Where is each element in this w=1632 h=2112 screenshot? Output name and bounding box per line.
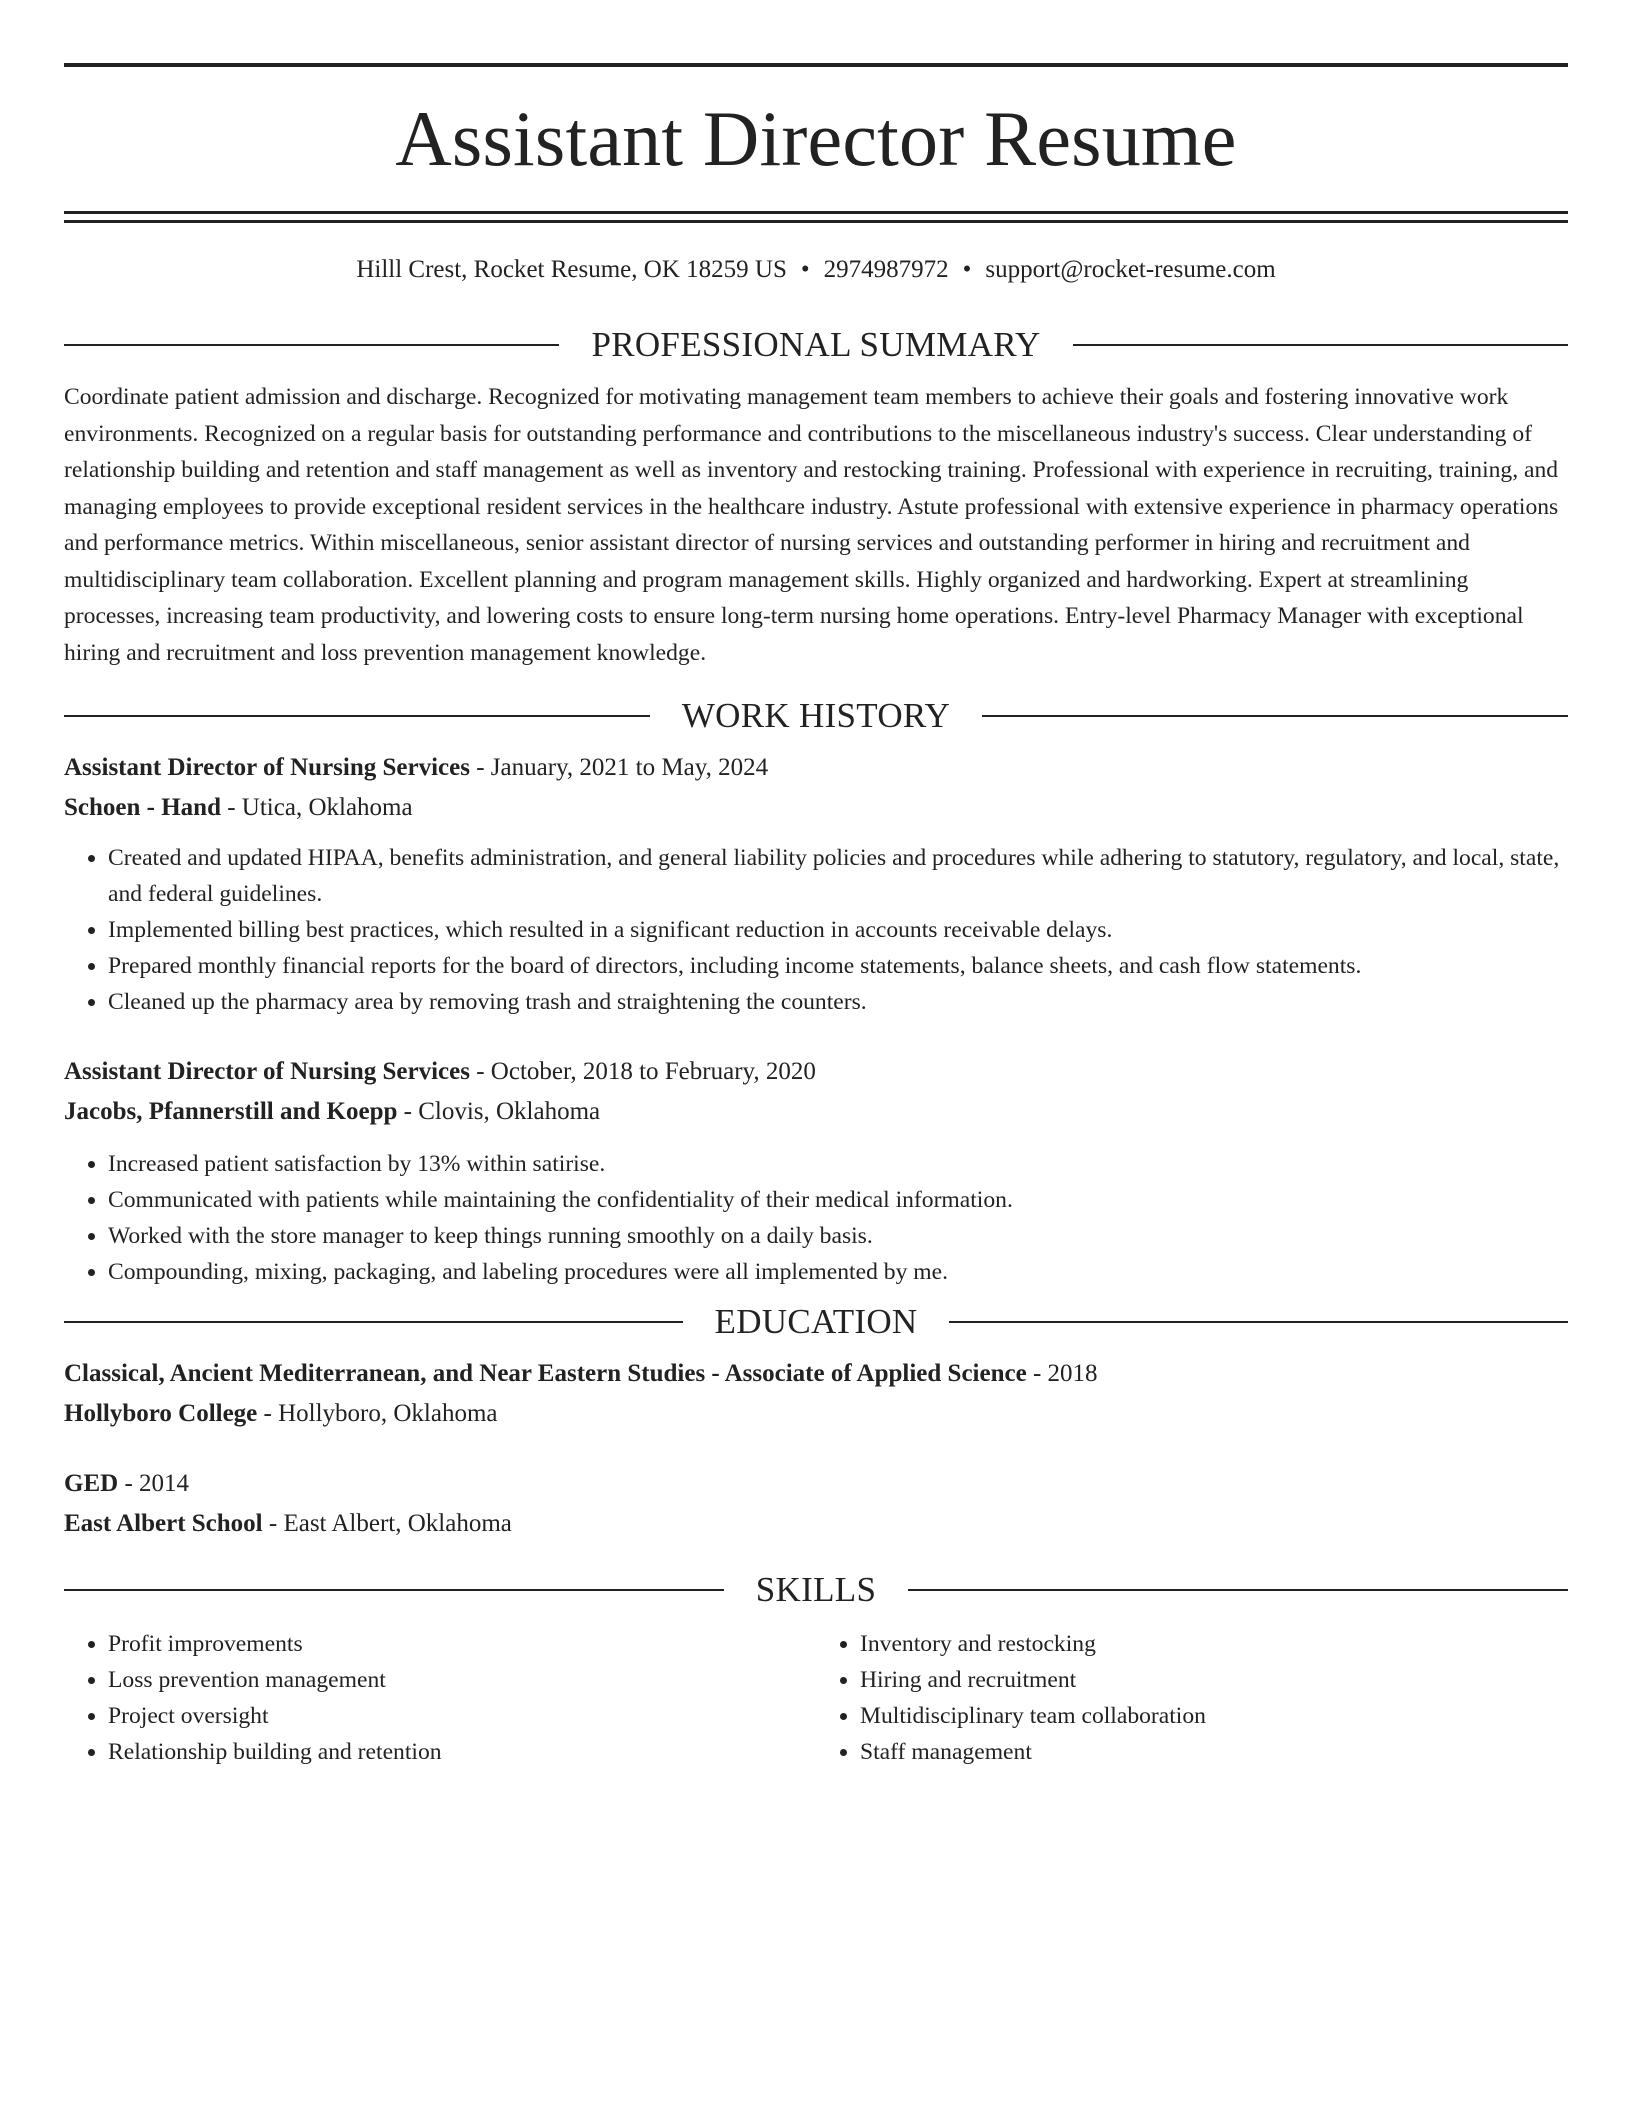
job-title-line (64, 1052, 1568, 1092)
work-history-heading-text: WORK HISTORY (681, 696, 951, 735)
job-location: - Clovis, Oklahoma (397, 1098, 601, 1125)
skill-item: • Inventory and restocking (860, 1626, 1568, 1662)
contact-phone: 2974987972 (823, 256, 949, 283)
heading-rule-right (908, 1589, 1568, 1591)
job-company: Jacobs, Pfannerstill and Koepp (64, 1098, 398, 1125)
job-title-line (64, 748, 1568, 788)
heading-rule-right (949, 1321, 1568, 1323)
job-bullet: • Compounding, mixing, packaging, and labeling procedures were all implemented by me. (108, 1254, 1568, 1290)
top-rule (64, 63, 1568, 67)
education-degree: GED (64, 1470, 119, 1497)
job-bullet: • Cleaned up the pharmacy area by removing trash and straightening the counters. (108, 984, 1568, 1020)
job-dates: - January, 2021 to May, 2024 (469, 754, 769, 781)
job-company-line (64, 1092, 1568, 1132)
education-school: East Albert School (64, 1510, 263, 1537)
education-degree: Classical, Ancient Mediterranean, and Near Eastern Studies - Associate of Applied Science (64, 1360, 1027, 1387)
summary-heading-text: PROFESSIONAL SUMMARY (591, 325, 1041, 364)
education-entry-2 (64, 1464, 1568, 1544)
job-location: - Utica, Oklahoma (220, 794, 413, 821)
job-bullets (64, 840, 1568, 1020)
job-entry-2 (64, 1052, 1568, 1290)
heading-rule-left (64, 715, 650, 717)
skills-column-left (64, 1626, 816, 1770)
contact-address: Hilll Crest, Rocket Resume, OK 18259 US (356, 256, 787, 283)
skills-heading (64, 1568, 1568, 1612)
skill-item: • Relationship building and retention (108, 1734, 816, 1770)
job-company-line (64, 788, 1568, 828)
work-history-heading (64, 694, 1568, 738)
skill-item: • Project oversight (108, 1698, 816, 1734)
education-degree-line (64, 1354, 1568, 1394)
contact-email: support@rocket-resume.com (985, 256, 1276, 283)
education-year: - 2018 (1026, 1360, 1098, 1387)
summary-text: Coordinate patient admission and discharge. Recognized for motivating management team members to achieve their goals and fostering innovative work environments. Recognized on a regular basis for outstanding performance and contributions to the miscellaneous industry's success. Clear understanding of relationship building and retention and staff management as well as inventory and restocking training. Professional with experience in recruiting, training, and managing employees to provide exceptional resident services in the healthcare industry. Astute professional with extensive experience in pharmacy operations and performance metrics. Within miscellaneous, senior assistant director of nursing services and outstanding performer in hiring and recruitment and multidisciplinary team collaboration. Excellent planning and program management skills. Highly organized and hardworking. Expert at streamlining processes, increasing team productivity, and lowering costs to ensure long-term nursing home operations. Entry-level Pharmacy Manager with exceptional hiring and recruitment and loss prevention management knowledge. (64, 384, 1559, 666)
job-dates: - October, 2018 to February, 2020 (469, 1058, 816, 1085)
job-title: Assistant Director of Nursing Services (64, 1058, 470, 1085)
resume-page (64, 0, 1568, 1770)
contact-separator: • (962, 256, 972, 283)
job-entry-1 (64, 748, 1568, 1020)
heading-rule-right (982, 715, 1568, 717)
education-school-line (64, 1394, 1568, 1434)
skills-list (64, 1626, 1568, 1770)
job-bullet: • Prepared monthly financial reports for the board of directors, including income statements, balance sheets, and cash flow statements. (108, 948, 1568, 984)
education-school: Hollyboro College (64, 1400, 258, 1427)
education-heading-text: EDUCATION (714, 1302, 918, 1341)
skill-item: • Hiring and recruitment (860, 1662, 1568, 1698)
education-location: - East Albert, Oklahoma (262, 1510, 512, 1537)
heading-rule-left (64, 344, 559, 346)
education-location: - Hollyboro, Oklahoma (257, 1400, 498, 1427)
skill-item: • Multidisciplinary team collaboration (860, 1698, 1568, 1734)
title-double-rule (64, 211, 1568, 223)
skills-column-right (816, 1626, 1568, 1770)
job-bullet: • Communicated with patients while maintaining the confidentiality of their medical information. (108, 1182, 1568, 1218)
job-company: Schoen - Hand (64, 794, 221, 821)
contact-line (64, 255, 1568, 285)
heading-rule-right (1073, 344, 1568, 346)
education-entry-1 (64, 1354, 1568, 1434)
education-year: - 2014 (118, 1470, 190, 1497)
job-bullet: • Implemented billing best practices, which resulted in a significant reduction in accounts receivable delays. (108, 912, 1568, 948)
job-title: Assistant Director of Nursing Services (64, 754, 470, 781)
skill-item: • Profit improvements (108, 1626, 816, 1662)
skills-heading-text: SKILLS (755, 1570, 877, 1609)
job-bullet: • Created and updated HIPAA, benefits administration, and general liability policies and procedures while adhering to statutory, regulatory, and local, state, and federal guidelines. (108, 840, 1568, 912)
heading-rule-left (64, 1589, 724, 1591)
skill-item: • Loss prevention management (108, 1662, 816, 1698)
contact-separator: • (800, 256, 810, 283)
job-bullets (64, 1146, 1568, 1290)
job-bullet: • Increased patient satisfaction by 13% within satirise. (108, 1146, 1568, 1182)
job-bullet: • Worked with the store manager to keep things running smoothly on a daily basis. (108, 1218, 1568, 1254)
summary-heading (64, 323, 1568, 367)
education-school-line (64, 1504, 1568, 1544)
education-degree-line (64, 1464, 1568, 1504)
page-title: Assistant Director Resume (395, 95, 1237, 182)
skill-item: • Staff management (860, 1734, 1568, 1770)
heading-rule-left (64, 1321, 683, 1323)
education-heading (64, 1300, 1568, 1344)
